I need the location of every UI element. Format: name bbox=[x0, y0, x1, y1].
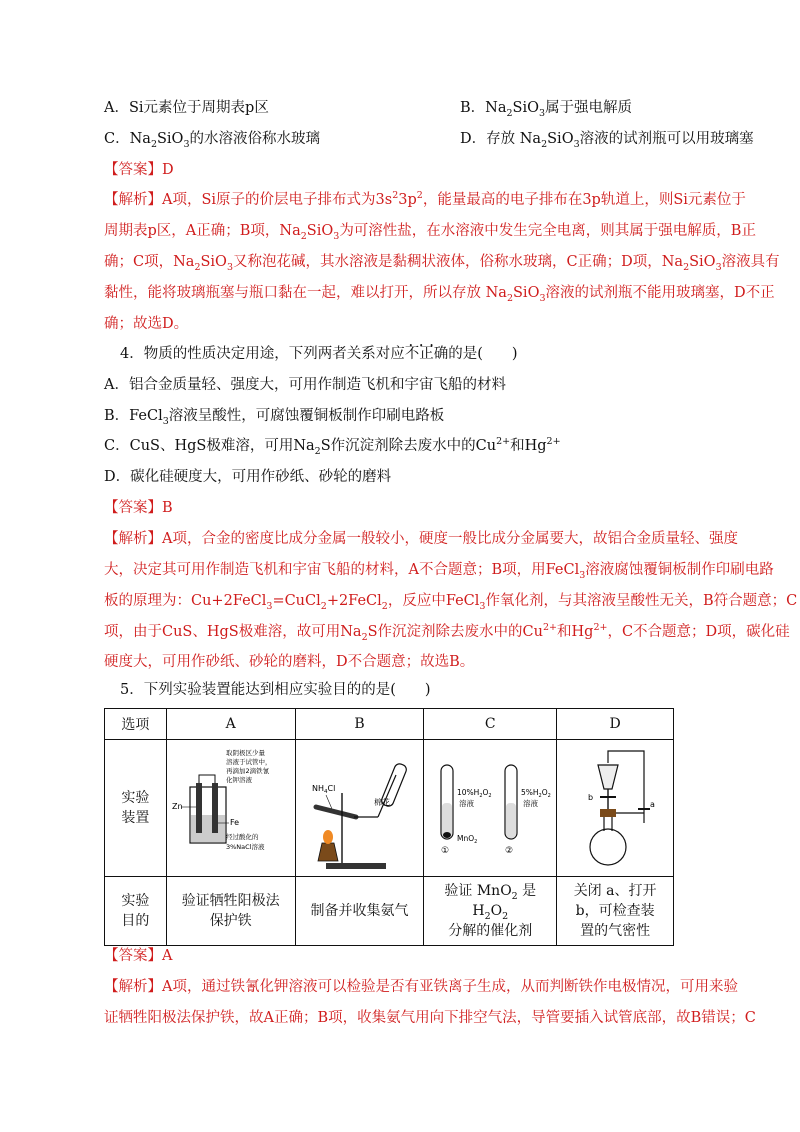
q4-answer: 【答案】B bbox=[104, 500, 173, 516]
q4-analysis-line-5: 硬度大，可用作砂纸、砂轮的磨料，D不合题意；故选B。 bbox=[104, 654, 475, 670]
apparatus-c-cell bbox=[424, 740, 557, 877]
c-mno2-label: MnO$_2$ bbox=[457, 834, 478, 845]
q3-analysis-line-5: 确；故选D。 bbox=[104, 316, 189, 332]
q3-analysis-line-3: 确；C项，$Na_2SiO_3$又称泡花碱，其水溶液是黏稠状液体，俗称水玻璃，C正确；D项，$Na_2SiO_3$溶液具有 bbox=[104, 254, 780, 273]
apparatus-a-diagram bbox=[168, 743, 294, 873]
q4-option-a: A．铝合金质量轻、强度大，可用作制造飞机和宇宙飞船的材料 bbox=[104, 377, 506, 393]
q3-option-a-text: A．Si元素位于周期表p区 bbox=[104, 100, 269, 116]
c-tube-2-number: ② bbox=[505, 846, 514, 856]
row-label-purpose: 实验 目的 bbox=[105, 877, 167, 946]
c-mno2-solid bbox=[443, 832, 451, 838]
d-label-b: b bbox=[588, 793, 594, 802]
c-tube-1-label: $10\%H_2O_2$ bbox=[457, 788, 492, 799]
goal-d: 关闭 a、打开 b，可检查装 置的气密性 bbox=[557, 877, 674, 946]
a-fe-electrode bbox=[212, 783, 218, 833]
a-fe-label: Fe bbox=[229, 818, 239, 827]
d-flask bbox=[590, 829, 626, 865]
q4-option-b: B．FeCl$_3$溶液呈酸性，可腐蚀覆铜板制作印刷电路板 bbox=[104, 408, 445, 427]
q4-stem: 4．物质的性质决定用途，下列两者关系对应• • • 不正确的是( ) bbox=[120, 344, 518, 364]
q5-answer: 【答案】A bbox=[104, 948, 173, 964]
experiment-table bbox=[104, 708, 674, 946]
q5-analysis-line-2: 证牺牲阳极法保护铁，故A正确；B项，收集氨气用向下排空气法，导管要插入试管底部，故B错误；C bbox=[104, 1010, 756, 1026]
goal-c: 验证 MnO$_2$ 是 $H_2O_2$ 分解的催化剂 bbox=[424, 877, 557, 946]
q5-stem: 5．下列实验装置能达到相应实验目的的是( ) bbox=[120, 682, 431, 698]
apparatus-d-cell bbox=[557, 740, 674, 877]
goal-a: 验证牺牲阳极法 保护铁 bbox=[166, 877, 295, 946]
q3-analysis-line-2: 周期表p区，A正确；B项，$Na_2SiO_3$为可溶性盐，在水溶液中发生完全电离，则其属于强电解质，B正 bbox=[104, 223, 756, 242]
b-test-tube bbox=[316, 807, 356, 817]
q3-answer: 【答案】D bbox=[104, 162, 174, 178]
q3-option-a bbox=[104, 98, 633, 119]
c-tube-2-label: $5\%H_2O_2$ bbox=[521, 788, 552, 799]
table-header-option: 选项 bbox=[105, 709, 167, 740]
q4-option-c: C．CuS、HgS极难溶，可用$Na_2S$作沉淀剂除去废水中的$Cu^{2+}$和$Hg^{2+}$ bbox=[104, 436, 561, 457]
goal-b: 制备并收集氨气 bbox=[295, 877, 424, 946]
apparatus-b-diagram bbox=[296, 743, 422, 873]
q3-option-b: B．$Na_2SiO_3$属于强电解质 bbox=[460, 100, 633, 119]
q3-option-d: D．存放 $Na_2SiO_3$溶液的试剂瓶可以用玻璃塞 bbox=[460, 131, 754, 150]
q4-option-d: D．碳化硅硬度大，可用作砂纸、砂轮的磨料 bbox=[104, 469, 392, 485]
b-flame bbox=[323, 830, 333, 844]
a-zn-electrode bbox=[196, 783, 202, 833]
d-stopper bbox=[600, 809, 616, 817]
q4-analysis-line-3: 板的原理为：Cu+2FeCl$_3$=CuCl$_2$+2FeCl$_2$，反应中FeCl$_3$作氧化剂，与其溶液呈酸性无关，B符合题意；C bbox=[104, 593, 798, 612]
q4-analysis-line-1: 【解析】A项，合金的密度比成分金属一般较小，硬度一般比成分金属要大，故铝合金质量轻、强度 bbox=[104, 531, 738, 547]
apparatus-c-diagram bbox=[425, 743, 555, 873]
d-separatory-funnel bbox=[598, 765, 618, 789]
q4-analysis-line-2: 大，决定其可用作制造飞机和宇宙飞船的材料，A不合题意；B项，用FeCl$_3$溶液腐蚀覆铜板制作印刷电路 bbox=[104, 562, 774, 581]
c-tube-1-number: ① bbox=[441, 846, 450, 856]
c-tube-2-solution: 溶液 bbox=[523, 799, 539, 808]
q4-stem-emphasis: • • • 不正确 bbox=[405, 346, 449, 362]
a-note-1: 取阴极区少量 bbox=[225, 749, 265, 757]
a-note-2: 溶液于试管中， bbox=[225, 758, 272, 766]
q3-option-c: C．$Na_2SiO_3$的水溶液俗称水玻璃 D．存放 $Na_2SiO_3$溶液的试剂瓶可以用玻璃塞 bbox=[104, 131, 754, 150]
apparatus-a-cell bbox=[166, 740, 295, 877]
b-stand-base bbox=[326, 863, 386, 869]
q3-analysis-line-4: 黏性，能将玻璃瓶塞与瓶口黏在一起，难以打开，所以存放 $Na_2SiO_3$溶液的试剂瓶不能用玻璃塞，D不正 bbox=[104, 285, 775, 304]
table-header-a: A bbox=[166, 709, 295, 740]
b-nh4cl-label: $NH_4Cl$ bbox=[312, 784, 336, 795]
q4-analysis-line-4: 项，由于CuS、HgS极难溶，故可用$Na_2S$作沉淀剂除去废水中的$Cu^{2+}$和$Hg^{2+}$，C不合题意；D项，碳化硅 bbox=[104, 622, 790, 643]
table-header-c: C bbox=[424, 709, 557, 740]
apparatus-d-diagram bbox=[558, 743, 672, 873]
a-zn-label: Zn bbox=[171, 802, 183, 811]
apparatus-b-cell bbox=[295, 740, 424, 877]
a-wire bbox=[199, 775, 215, 783]
a-note-4: 化钾溶液 bbox=[225, 776, 252, 784]
q3-analysis-line-1: 【解析】A项，Si原子的价层电子排布式为$3s^23p^2$，能量最高的电子排布在3p轨道上，则Si元素位于 bbox=[104, 190, 746, 208]
a-acid-2: 3%NaCl溶液 bbox=[225, 843, 265, 851]
b-alcohol-lamp bbox=[318, 843, 338, 861]
d-label-a: a bbox=[650, 800, 655, 809]
row-label-apparatus: 实验 装置 bbox=[105, 740, 167, 877]
a-note-3: 再滴加2滴铁氰 bbox=[225, 767, 269, 775]
c-tube-2-liquid bbox=[506, 803, 516, 838]
c-tube-1-solution: 溶液 bbox=[459, 799, 475, 808]
table-header-b: B bbox=[295, 709, 424, 740]
table-header-d: D bbox=[557, 709, 674, 740]
b-cotton-label: 棉花 bbox=[374, 798, 391, 807]
q5-analysis-line-1: 【解析】A项，通过铁氰化钾溶液可以检验是否有亚铁离子生成，从而判断铁作电极情况，可用来验 bbox=[104, 979, 738, 995]
a-acid-1: 经过酸化的 bbox=[225, 833, 259, 841]
